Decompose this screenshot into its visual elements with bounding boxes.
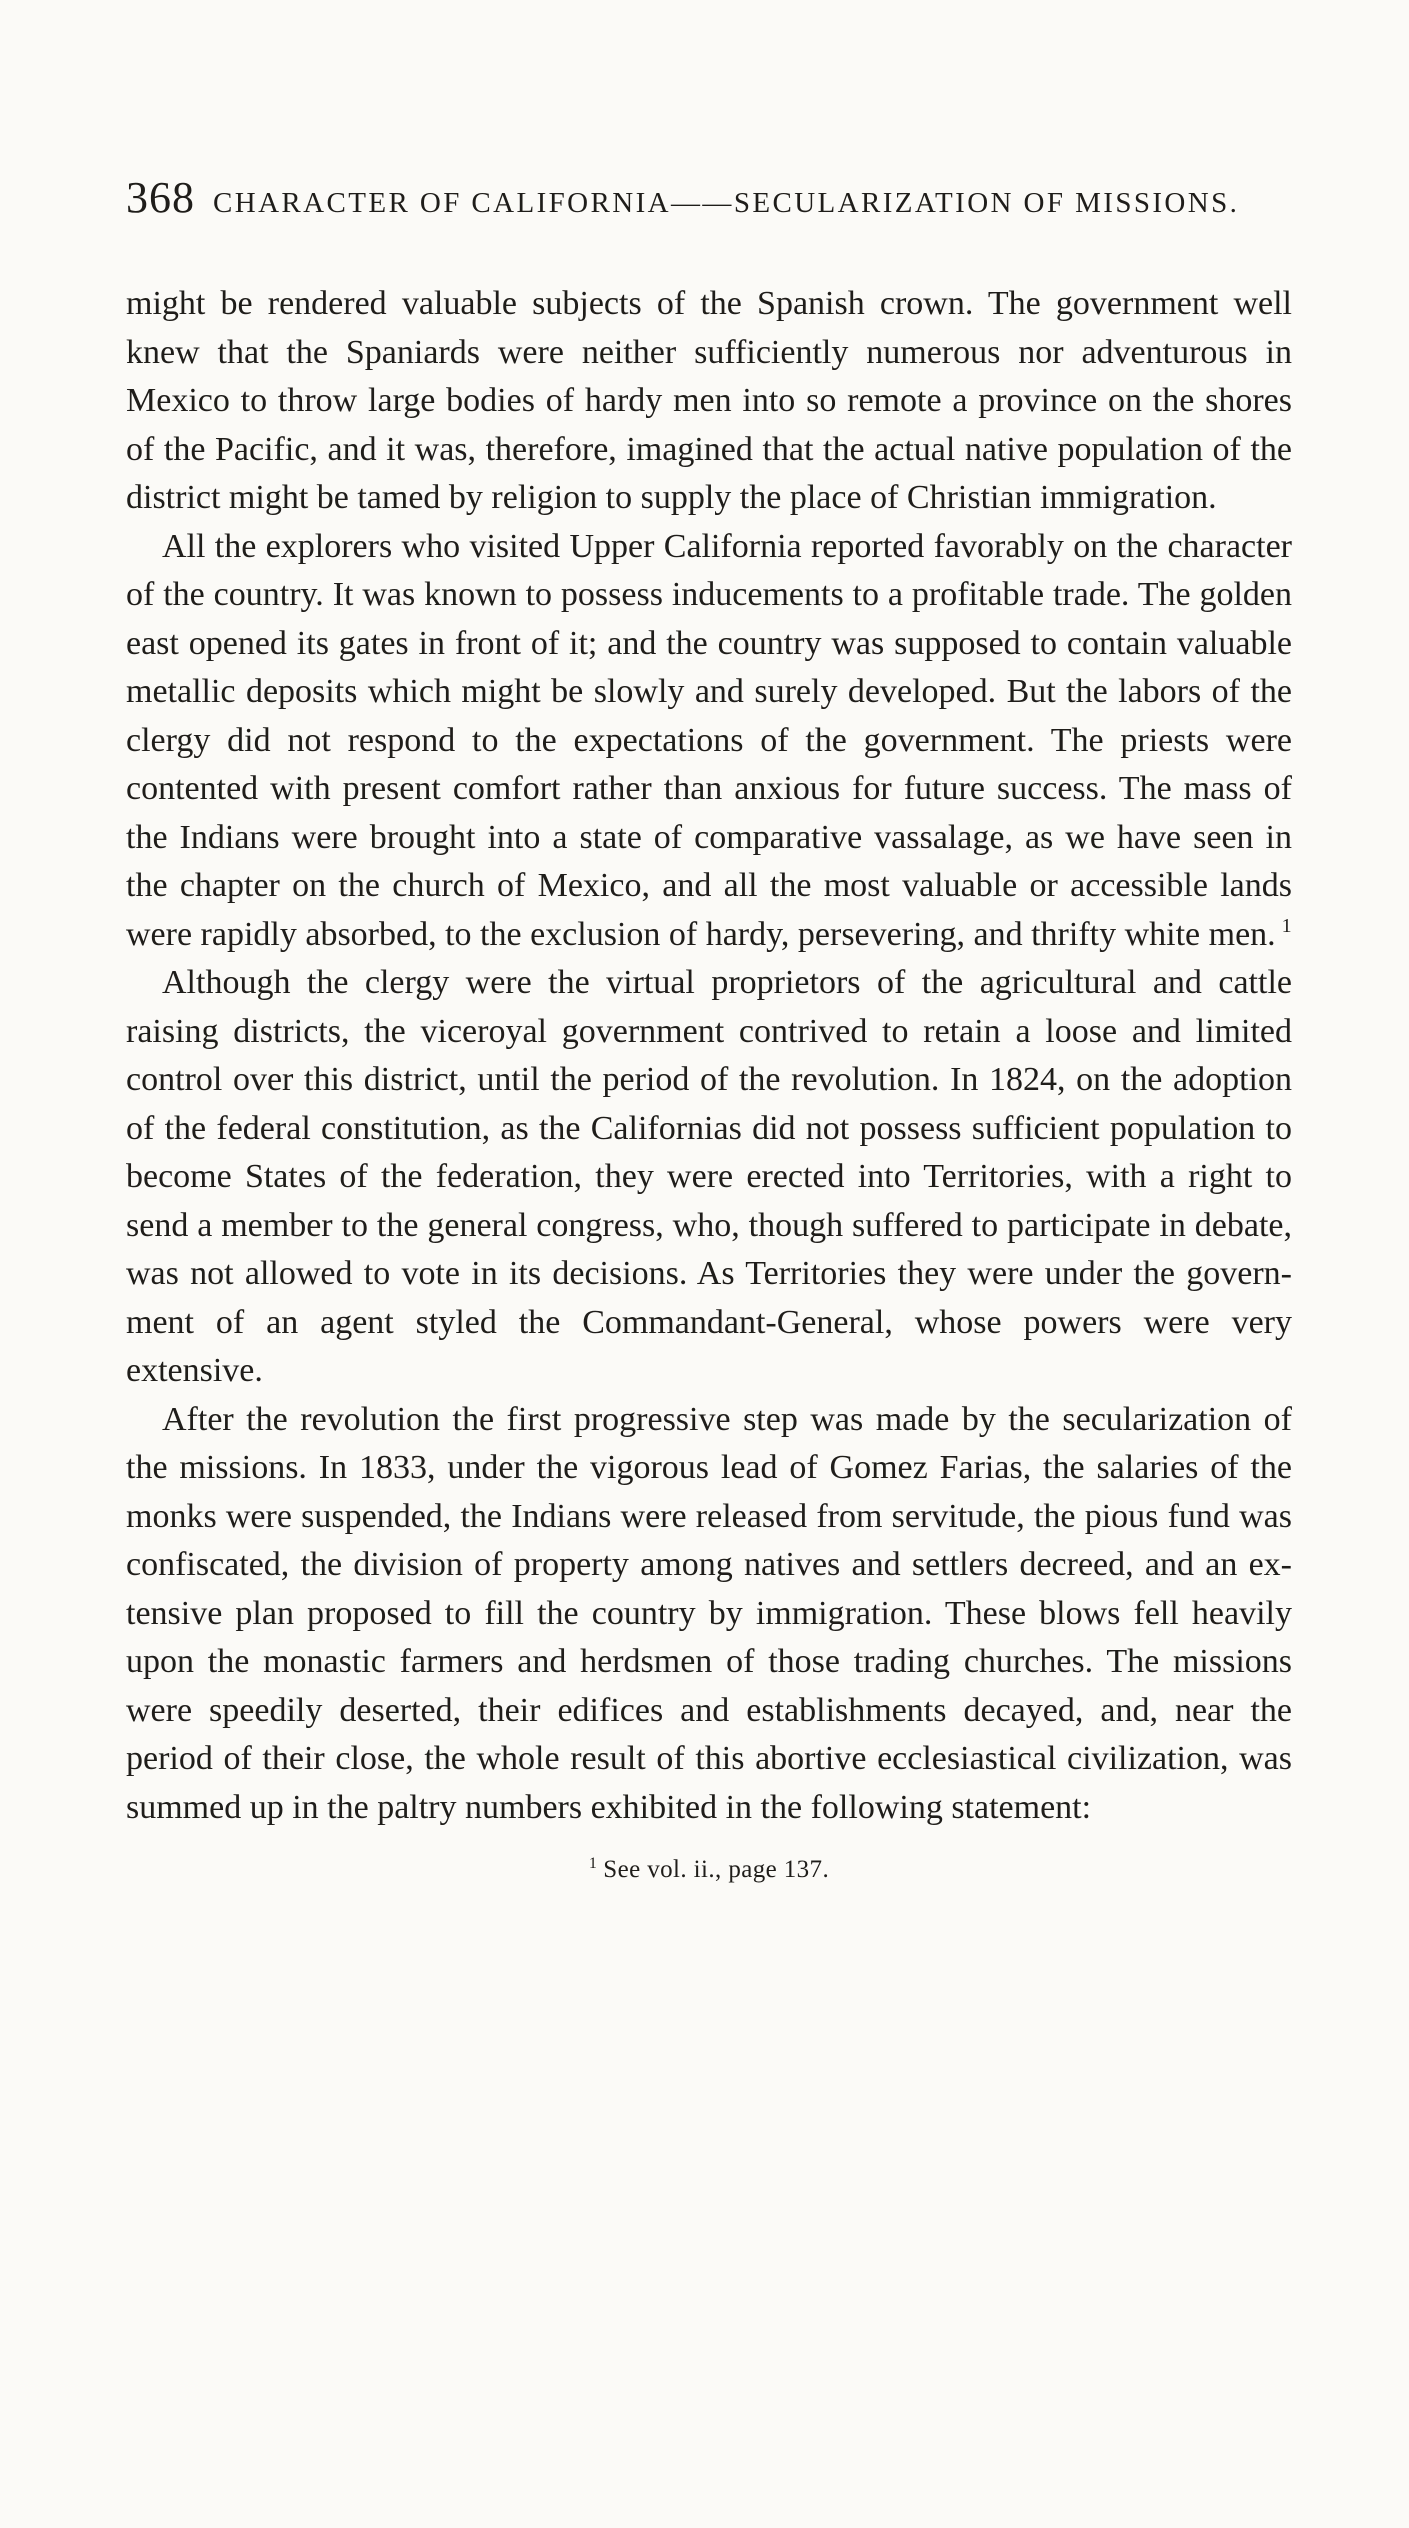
footnote-text: See vol. ii., page 137. <box>603 1856 830 1883</box>
footnote-marker: 1 <box>588 1854 598 1872</box>
paragraph-explorers <box>126 523 1292 960</box>
footnote-reference: 1 <box>1281 915 1292 938</box>
paragraph-continuation: might be rendered valuable subjects of the Spanish crown. The government well knew that the Spaniards were neither sufficiently numerous nor adventurous in Mexico to throw large bodies of hardy men into so remote a province on the shores of the Pacific, and it was, therefore, imagined that the actual native population of the district might be tamed by religion to supply the place of Christian immigration. <box>126 285 1292 516</box>
paragraph-secularization: After the revolution the first progressive step was made by the secularization of the missions. In 1833, under the vigorous lead of Gomez Farias, the salaries of the monks were suspended, the Indians were released from servitude, the pious fund was confiscated, the division of property among natives and settlers decreed, and an extensive plan proposed to fill the country by immigration. These blows fell heavily upon the monastic farmers and herdsmen of those trading churches. The missions were speedily deserted, their edifices and establishments decayed, and, near the period of their close, the whole result of this abortive ecclesiastical civilization, was summed up in the paltry numbers exhibited in the following statement: <box>126 1400 1292 1826</box>
book-page <box>126 173 1292 1886</box>
paragraph-clergy: Although the clergy were the virtual proprietors of the agricultural and cattle raising districts, the viceroyal government contrived to retain a loose and limited control over this district, until the period of the revolution. In 1824, on the adoption of the federal constitution, as the Californias did not possess sufficient population to become States of the federation, they were erected into Territories, with a right to send a member to the general congress, who, though suffered to participate in debate, was not allowed to vote in its decisions. As Territories they were under the government of an agent styled the Commandant-General, whose powers were very extensive. <box>126 964 1292 1389</box>
footnote <box>126 1854 1292 1886</box>
paragraph-explorers-text: All the explorers who visited Upper California reported favorably on the character of the country. It was known to possess inducements to a profitable trade. The golden east opened its gates in front of it; and the country was supposed to contain valuable metallic deposits which might be slowly and surely developed. But the labors of the clergy did not respond to the expectations of the government. The priests were contented with present comfort rather than anxious for future success. The mass of the Indians were brought into a state of comparative vassalage, as we have seen in the chapter on the church of Mexico, and all the most valuable or accessible lands were rapidly absorbed, to the exclusion of hardy, persevering, and thrifty white men. <box>126 527 1292 953</box>
page-number: 368 <box>126 173 195 222</box>
running-head-title: CHARACTER OF CALIFORNIA——SECULARIZATION OF MISSIONS. <box>213 187 1240 219</box>
running-head <box>126 173 1292 222</box>
